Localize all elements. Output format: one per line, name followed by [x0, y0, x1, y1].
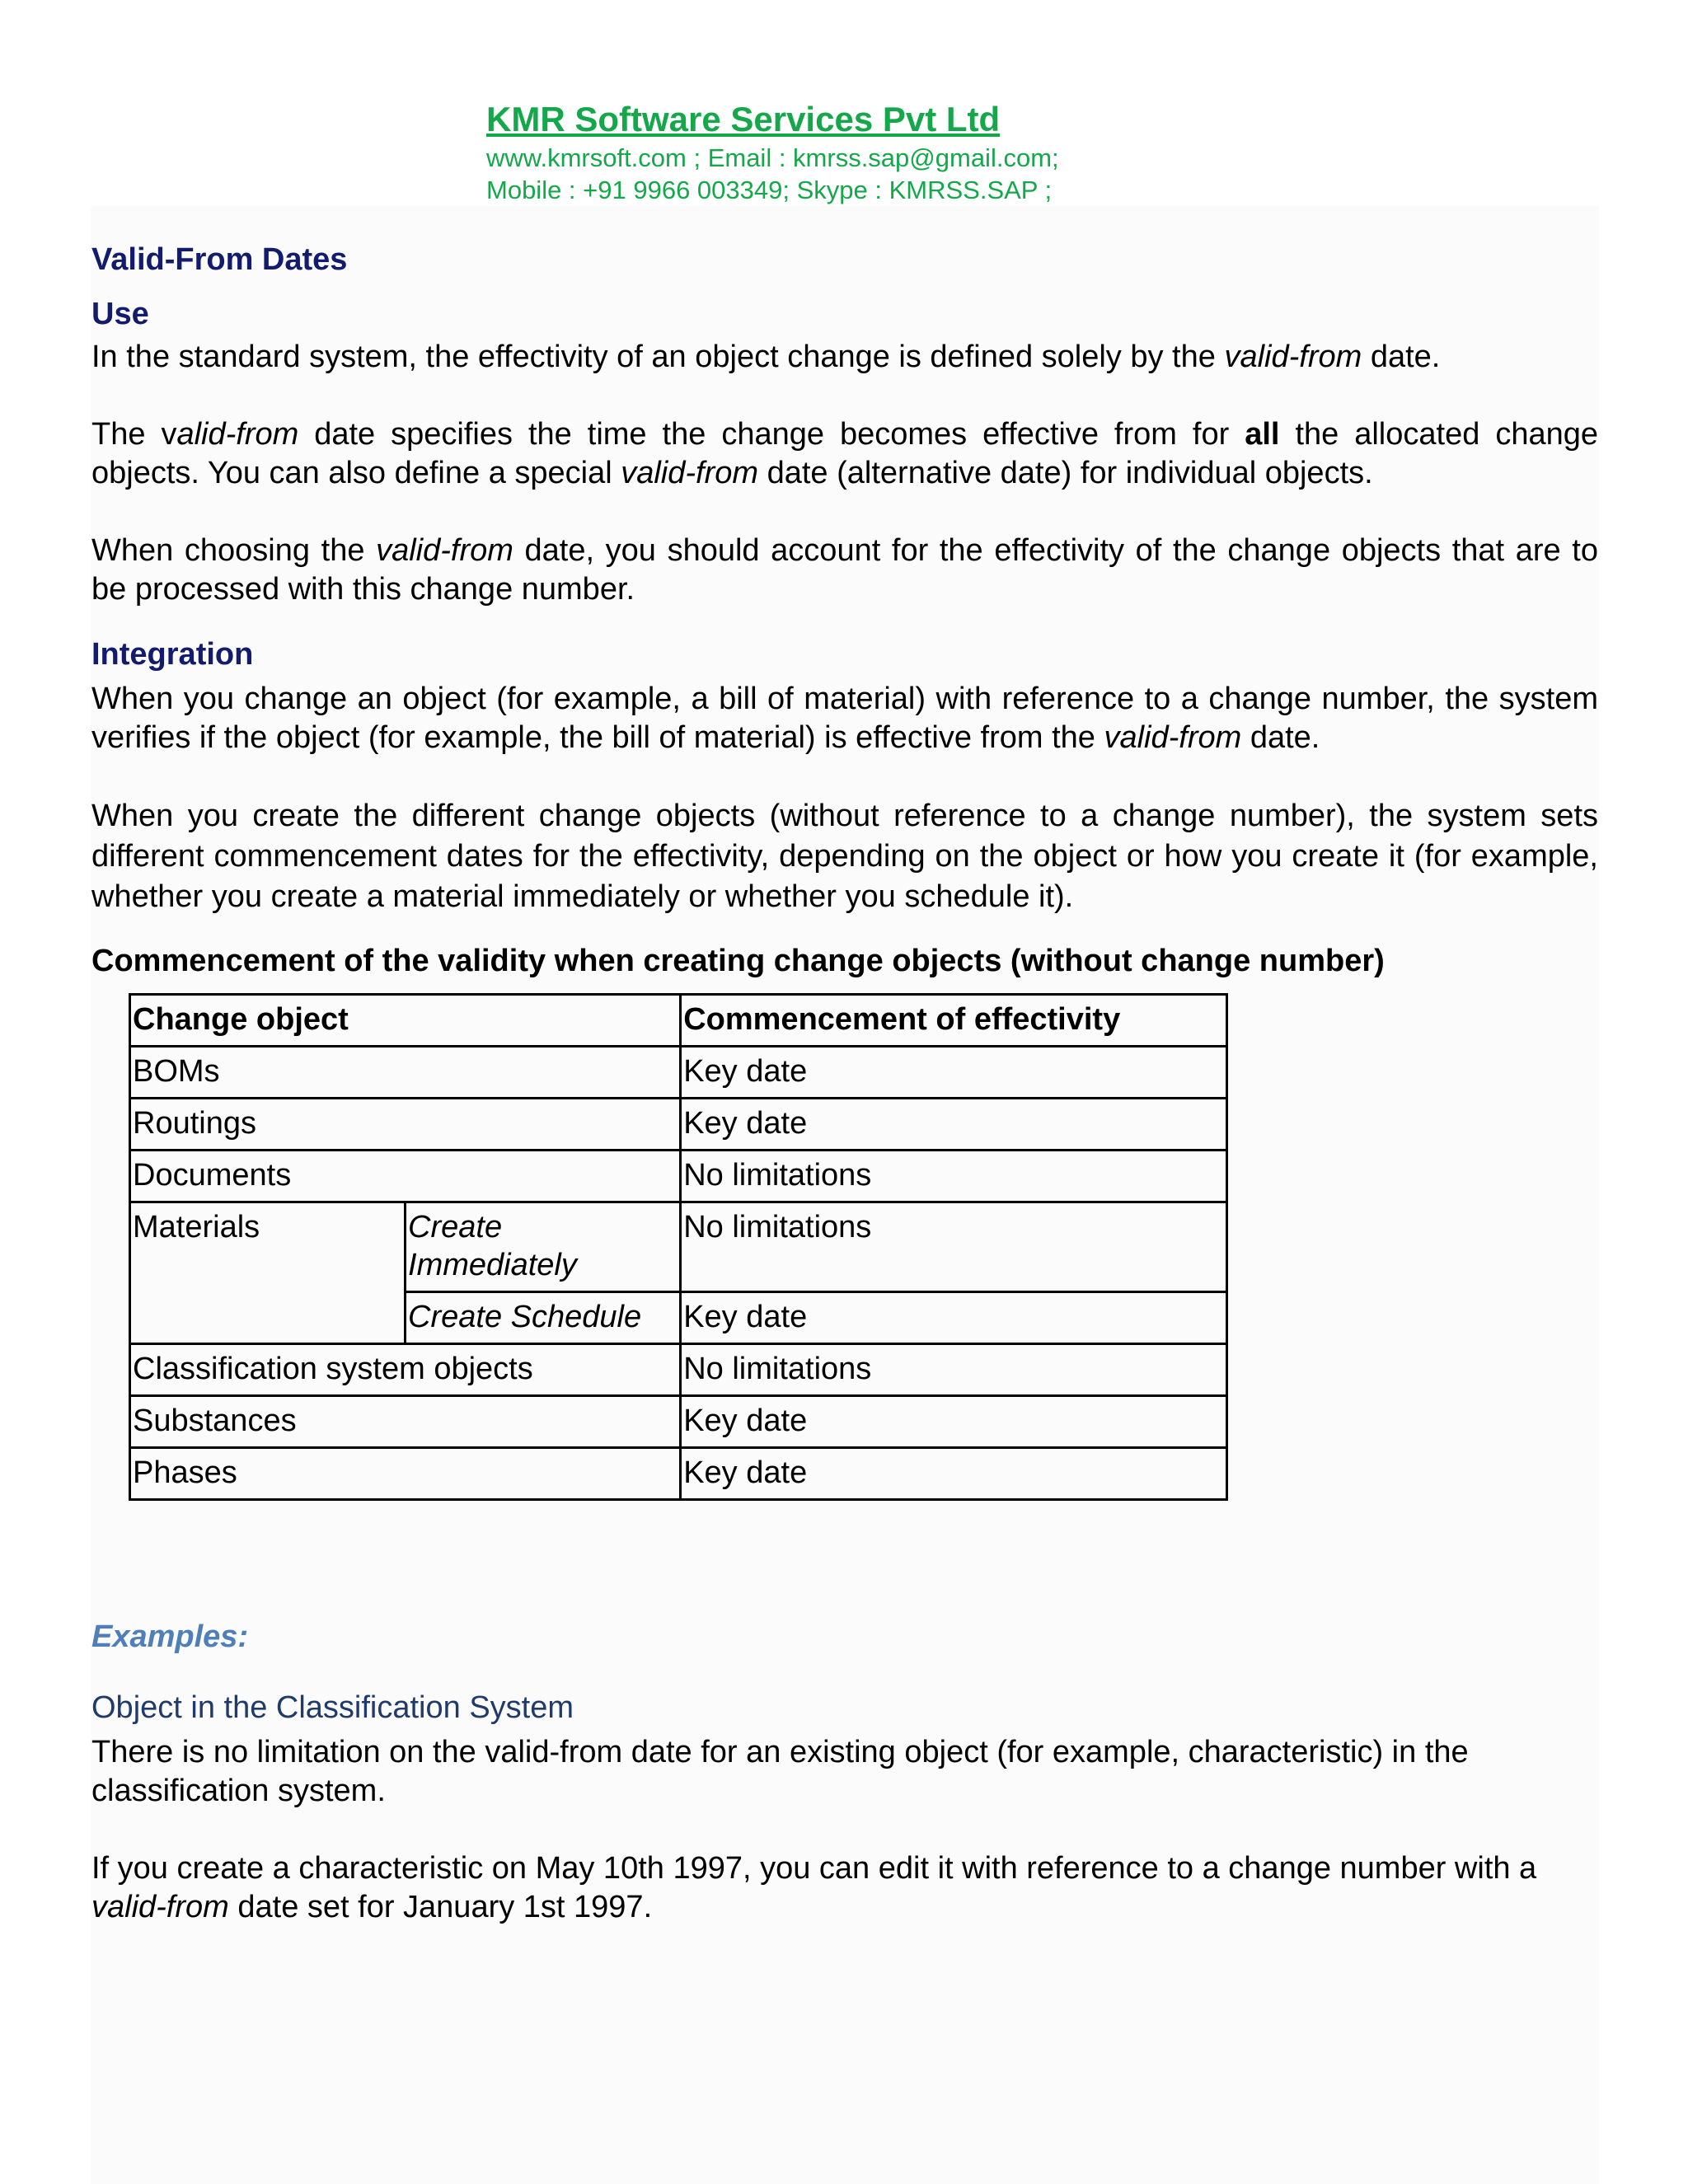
table-row: [130, 1151, 1227, 1202]
cell-object: BOMs: [130, 1047, 681, 1099]
cell-effectivity: No limitations: [681, 1151, 1227, 1202]
document-body: [91, 239, 1598, 1927]
integration-heading: Integration: [91, 637, 254, 672]
cell-object: Phases: [130, 1448, 681, 1500]
cell-effectivity: Key date: [681, 1099, 1227, 1151]
table-row: [130, 1047, 1227, 1099]
contact-line-phone-skype: Mobile : +91 9966 003349; Skype : KMRSS.SAP ;: [486, 176, 1053, 204]
page-title: Valid-From Dates: [91, 242, 348, 277]
integration-paragraph-2: When you create the different change objects (without reference to a change number), the system sets different commencement dates for the effectivity, depending on the object or how you create it (for example, whether you create a material immediately or whether you schedule it).: [91, 799, 1598, 914]
company-name: KMR Software Services Pvt Ltd: [486, 100, 1001, 138]
cell-effectivity: Key date: [681, 1292, 1227, 1344]
cell-object: Classification system objects: [130, 1344, 681, 1396]
cell-sub-create-immediately: Create Immediately: [406, 1202, 681, 1292]
table-row: [130, 1396, 1227, 1448]
contact-line-web-email: www.kmrsoft.com ; Email : kmrss.sap@gmail.com;: [486, 143, 1059, 172]
header-change-object: Change object: [130, 995, 681, 1047]
cell-effectivity: Key date: [681, 1047, 1227, 1099]
cell-effectivity: No limitations: [681, 1202, 1227, 1292]
table-row: [130, 1099, 1227, 1151]
cell-object-materials: Materials: [130, 1202, 406, 1344]
table-row: [130, 1448, 1227, 1500]
table-header-row: [130, 995, 1227, 1047]
use-paragraph-1: In the standard system, the effectivity of an object change is defined solely by the valid-from date.: [91, 340, 1441, 374]
cell-object: Substances: [130, 1396, 681, 1448]
examples-paragraph-2: If you create a characteristic on May 10th 1997, you can edit it with reference to a change number with a valid-from date set for January 1st 1997.: [91, 1851, 1537, 1924]
cell-object: Documents: [130, 1151, 681, 1202]
cell-effectivity: Key date: [681, 1396, 1227, 1448]
effectivity-table: [129, 993, 1228, 1501]
examples-paragraph-1: There is no limitation on the valid-from date for an existing object (for example, characteristic) in the classification system.: [91, 1735, 1469, 1808]
table-title: Commencement of the validity when creating change objects (without change number): [91, 944, 1385, 978]
cell-object: Routings: [130, 1099, 681, 1151]
cell-effectivity: Key date: [681, 1448, 1227, 1500]
use-paragraph-2: The valid-from date specifies the time the change becomes effective from for all the allocated change objects. You can also define a special valid-from date (alternative date) for individual objects.: [91, 417, 1598, 490]
use-paragraph-3: When choosing the valid-from date, you should account for the effectivity of the change objects that are to be processed with this change number.: [91, 533, 1598, 607]
examples-subheading: Object in the Classification System: [91, 1690, 574, 1725]
examples-heading: Examples:: [91, 1619, 249, 1654]
table-row-materials: [130, 1202, 1227, 1292]
integration-paragraph-1: When you change an object (for example, a bill of material) with reference to a change number, the system verifies if the object (for example, the bill of material) is effective from the valid-from date.: [91, 682, 1598, 755]
use-heading: Use: [91, 297, 149, 331]
cell-sub-create-schedule: Create Schedule: [406, 1292, 681, 1344]
cell-effectivity: No limitations: [681, 1344, 1227, 1396]
header-commencement: Commencement of effectivity: [681, 995, 1227, 1047]
table-row: [130, 1344, 1227, 1396]
letterhead: [486, 97, 1059, 206]
